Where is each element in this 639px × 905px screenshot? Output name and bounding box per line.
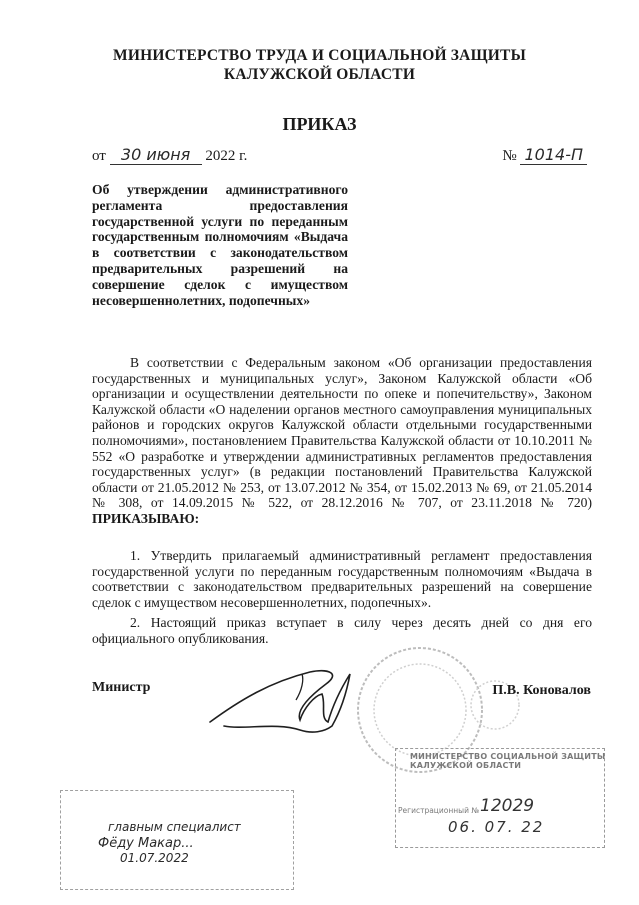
document-type-title: ПРИКАЗ [282, 114, 357, 134]
date-handwritten: 30 июня [110, 145, 202, 165]
note-line-2: Фёду Макар... [98, 836, 194, 851]
number-handwritten: 1014-П [520, 145, 587, 165]
registration-date: 06. 07. 22 [448, 818, 545, 836]
ministry-line-2: КАЛУЖСКОЙ ОБЛАСТИ [223, 66, 416, 83]
order-item-1: 1. Утвердить прилагаемый административный регламент предоставления государственной услуги по переданным государственным полномочиям «Выдача в соответствии с законодательством предварительных разрешений на совершение сделок с имуществом несовершеннолетних, подопечных». [92, 548, 592, 610]
registration-stamp-title: МИНИСТЕРСТВО СОЦИАЛЬНОЙ ЗАЩИТЫ КАЛУЖСКОЙ ОБЛАСТИ [410, 752, 606, 770]
date-year: 2022 г. [205, 148, 248, 164]
number-prefix: № [502, 148, 517, 164]
registration-number-label: Регистрационный № [398, 806, 480, 815]
order-date [92, 145, 247, 165]
note-line-3: 01.07.2022 [120, 851, 189, 865]
ministry-line-1: МИНИСТЕРСТВО ТРУДА И СОЦИАЛЬНОЙ ЗАЩИТЫ [112, 47, 527, 64]
signatory-title: Министр [92, 680, 151, 695]
order-number [502, 145, 587, 165]
registration-number: 12029 [480, 796, 535, 816]
signatory-name: П.В. Коновалов [492, 683, 591, 698]
minister-signature [200, 660, 370, 740]
ministry-header [0, 46, 639, 84]
preamble-text: В соответствии с Федеральным законом «Об организации предоставления государственных и муниципальных услуг», Законом Калужской области «Об организации и осуществлении деятельности по опеке и попечительству», Законом Калужской области «О наделении органов местного самоуправления муниципальных районов и городских округов Калужской области отдельными государственными полномочиями», постановлением Правительства Калужской области от 10.10.2011 № 552 «О разработке и утверждении административных регламентов предоставления государственных услуг» (в редакции постановлений Правительства Калужской области от 21.05.2012 № 253, от 13.07.2012 № 354, от 15.02.2013 № 69, от 21.05.2014 № 308, от 14.09.2015 № 522, от 28.12.2016 № 707, от 23.11.2018 № 720) [92, 355, 592, 511]
order-word: ПРИКАЗЫВАЮ: [92, 510, 200, 526]
order-subject: Об утверждении административного регламента предоставления государственной услуги по переданным государственным полномочиям «Выдача в соответствии с законодательством предварительных разрешений на совершение сделок с имуществом несовершеннолетних, подопечных» [92, 182, 348, 308]
preamble-paragraph [92, 355, 592, 527]
order-item-2: 2. Настоящий приказ вступает в силу через десять дней со дня его официального опубликования. [92, 615, 592, 646]
date-prefix: от [92, 148, 106, 164]
note-line-1: главным специалист [108, 820, 241, 834]
